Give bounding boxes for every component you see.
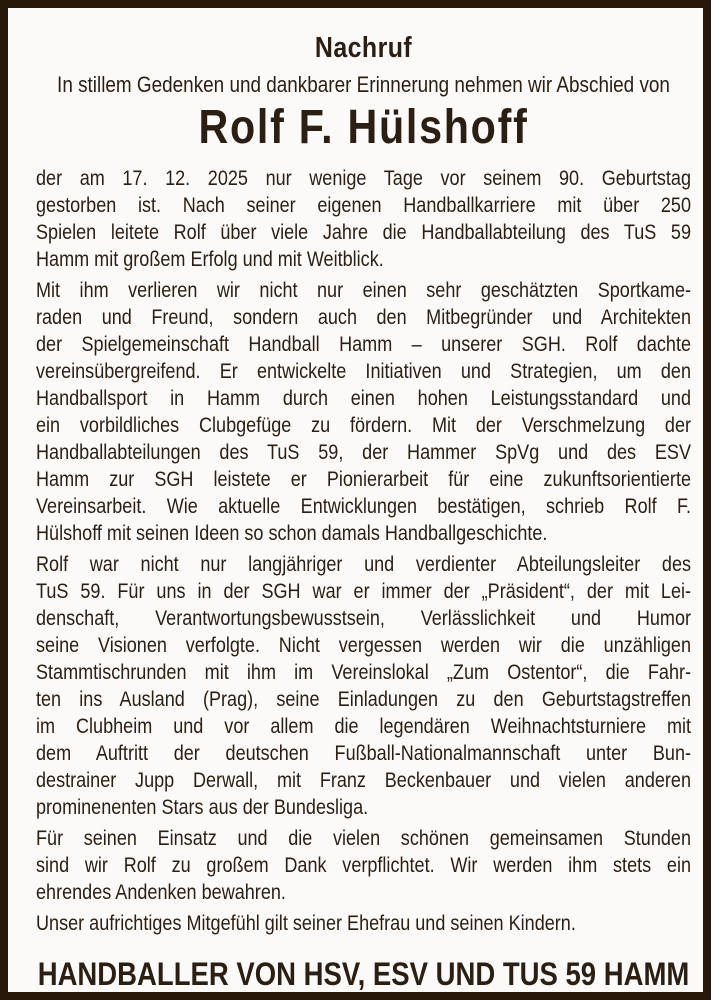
paragraph-line: denschaft, Verantwortungsbewusstsein, Verlässlichkeit und Humor (36, 607, 692, 630)
paragraph-line: vereinsübergreifend. Er entwickelte Initiativen und Strategien, um den (36, 360, 692, 383)
notice-body (36, 165, 691, 937)
paragraph-line: Rolf war nicht nur langjähriger und verdienter Abteilungsleiter des (36, 553, 692, 576)
paragraph-line: raden und Freund, sondern auch den Mitbegründer und Architekten (36, 306, 692, 329)
paragraph-line: Mit ihm verlieren wir nicht nur einen sehr geschätzten Sportkame- (36, 279, 692, 302)
paragraph-line: Spielen leitete Rolf über viele Jahre die Handballabteilung des TuS 59 (36, 221, 692, 244)
paragraph-line: seine Visionen verfolgte. Nicht vergessen werden wir die unzähligen (36, 634, 692, 657)
notice-content (36, 16, 691, 993)
paragraph (36, 165, 691, 273)
paper-panel (8, 8, 703, 992)
paragraph-line: der Spielgemeinschaft Handball Hamm – unserer SGH. Rolf dachte (36, 333, 692, 356)
paragraph-line: ehrendes Andenken bewahren. (36, 881, 286, 904)
notice-title: Nachruf (314, 32, 413, 64)
paragraph-line: im Clubheim und vor allem die legendären Weihnachtsturniere mit (36, 715, 692, 738)
paragraph-line: der am 17. 12. 2025 nur wenige Tage vor seinem 90. Geburtstag (36, 167, 692, 190)
paragraph-line: Für seinen Einsatz und die vielen schönen gemeinsamen Stunden (36, 827, 692, 850)
paragraph-line: Handballsport in Hamm durch einen hohen Leistungsstandard und (36, 387, 692, 410)
paragraph (36, 551, 691, 821)
paragraph-line: gestorben ist. Nach seiner eigenen Handballkarriere mit über 250 (36, 194, 692, 217)
deceased-name: Rolf F. Hülshoff (198, 101, 529, 154)
paragraph-line: ein vorbildliches Clubgefüge zu fördern. Mit der Verschmelzung der (36, 414, 692, 437)
paragraph-line: ten ins Ausland (Prag), seine Einladungen zu den Geburtstagstreffen (36, 688, 692, 711)
paragraph-line: dem Auftritt der deutschen Fußball-Nationalmannschaft unter Bun- (36, 742, 692, 765)
paragraph-line: sind wir Rolf zu großem Dank verpflichtet. Wir werden ihm stets ein (36, 854, 692, 877)
paragraph-line: destrainer Jupp Derwall, mit Franz Beckenbauer und vielen anderen (36, 769, 692, 792)
paragraph-line: Vereinsarbeit. Wie aktuelle Entwicklungen bestätigen, schrieb Rolf F. (36, 495, 692, 518)
paragraph (36, 825, 691, 906)
paragraph-line: Unser aufrichtiges Mitgefühl gilt seiner Ehefrau und seinen Kindern. (36, 912, 576, 935)
paragraph-line: Hamm zur SGH leistete er Pionierarbeit für eine zukunftsorientierte (36, 468, 692, 491)
paragraph (36, 277, 691, 547)
paragraph-line: Hamm mit großem Erfolg und mit Weitblick. (36, 248, 384, 271)
paragraph-line: Hülshoff mit seinen Ideen so schon damals Handballgeschichte. (36, 522, 548, 545)
notice-subtitle: In stillem Gedenken und dankbarer Erinnerung nehmen wir Abschied von (57, 72, 670, 97)
paragraph-line: Handballabteilungen des TuS 59, der Hammer SpVg und des ESV (36, 441, 692, 464)
paragraph-line: prominenenten Stars aus der Bundesliga. (36, 796, 369, 819)
paragraph-line: Stammtischrunden mit ihm im Vereinslokal „Zum Ostentor“, die Fahr- (36, 661, 692, 684)
signature-line: HANDBALLER VON HSV, ESV UND TUS 59 HAMM (37, 956, 690, 992)
paragraph-line: TuS 59. Für uns in der SGH war er immer der „Präsident“, der mit Lei- (36, 580, 692, 603)
paragraph (36, 910, 691, 937)
